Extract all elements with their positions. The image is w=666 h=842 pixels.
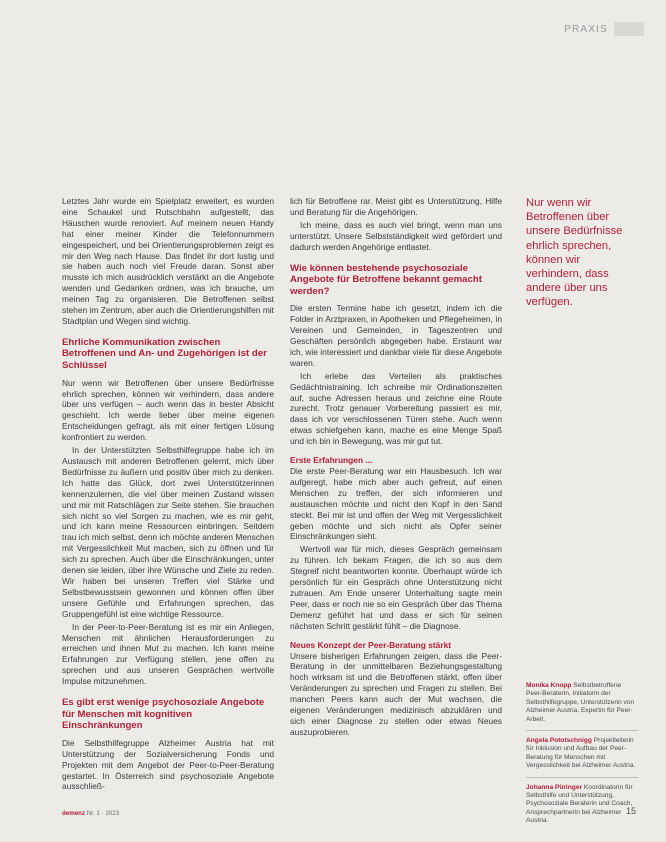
magazine-name: demenz: [62, 810, 86, 817]
author-name: Monika Knopp: [526, 682, 572, 689]
author-name: Angela Pototschnigg: [526, 737, 592, 745]
author-bio: Selbstbetroffene Peer-Beraterin, Initiatorin der Selbsthilfegruppe, Unterstützerin von Alzheimer Austria, Expertin für Peer-Arbeit.: [526, 682, 635, 723]
paragraph: lich für Betroffene rar. Meist gibt es Unterstützung, Hilfe und Beratung für die Angehörigen.: [290, 196, 502, 217]
author-name: Johanna Püringer: [526, 783, 583, 791]
section-label: PRAXIS: [564, 24, 608, 35]
column-middle: [290, 196, 502, 740]
pull-quote: Nur wenn wir Betroffenen über unsere Bedürfnisse ehrlich sprechen, können wir verhindern, dass andere über uns verfügen.: [526, 197, 623, 309]
paragraph: Ich meine, dass es auch viel bringt, wenn man uns unterstützt. Unsere Selbstständigkeit wird gefördert und dadurch werden Angehörige entlastet.: [290, 219, 502, 252]
page-number: 15: [625, 806, 636, 816]
author-info: [526, 682, 638, 832]
paragraph: In der Peer-to-Peer-Beratung ist es mir ein Anliegen, Menschen mit ähnlichen Herausforderungen zu erreichen und ihnen Mut zu machen. Ich kann meine Erfahrungen zur Verfügung stellen, jene offen zu sprechen und aus unseren Gesprächen wertvolle Impulse mitzunehmen.: [62, 621, 274, 687]
paragraph: Ich erlebe das Verteilen als praktisches Gedächtnistraining. Ich schreibe mir Ordinationszeiten auf, suche Adressen heraus und zeichne eine Route zurecht. Trotz genauer Vorbereitung passiert es mir, dass ich vor verschlossenen Türen stehe. Auch wenn etwas schiefgehen kann, mache es eine Menge Spaß und ich bin in Bewegung, was mir gut tut.: [290, 370, 502, 447]
subheading-psychosocial-offers: Es gibt erst wenige psychosoziale Angebote für Menschen mit kognitiven Einschränkungen: [62, 697, 265, 732]
subheading-first-experiences: Erste Erfahrungen ...: [290, 455, 373, 466]
header-tab: [614, 22, 644, 36]
footer-magazine: [62, 810, 119, 817]
column-left: [62, 196, 274, 794]
paragraph: Die ersten Termine habe ich gesetzt, indem ich die Folder in Arztpraxen, in Apotheken und Pflegeheimen, in Vereinen und Gemeinden, in Tageszentren und Geschäften persönlich abgegeben habe. Erstaunt war ich, wie interessiert und dankbar viele für diese Angebote waren.: [290, 303, 502, 368]
paragraph: Nur wenn wir Betroffenen über unsere Bedürfnisse ehrlich sprechen, können wir verhindern, dass andere über uns verfügen – auch wenn das in bester Absicht geschieht. Ich werde lieber über meine eigenen Entscheidungen gefragt, als mit einer fertigen Lösung konfrontiert zu werden.: [62, 377, 274, 443]
author-entry: [526, 682, 638, 724]
paragraph: Unsere bisherigen Erfahrungen zeigen, dass die Peer-Beratung in der unmittelbaren Beziehungsgestaltung hoch wirksam ist und die Betroffenen stärkt, offen über Veränderungen zu sprechen und Fragen zu stellen. Bei manchen Peers kann auch der Mut wachsen, die eigenen Veränderungen medizinisch abzuklären und sich einer Diagnose zu stellen oder etwas Neues auszuprobieren.: [290, 650, 502, 737]
subheading-new-concept: Neues Konzept der Peer-Beratung stärkt: [290, 639, 452, 650]
subheading-communication: Ehrliche Kommunikation zwischen Betroffenen und An- und Zugehörigen ist der Schlüssel: [62, 336, 267, 372]
issue-info: Nr. 1 · 2023: [86, 810, 120, 817]
author-entry: [526, 777, 638, 826]
intro-paragraph: Letztes Jahr wurde ein Spielplatz erweitert, es wurden eine Schaukel und Rutschbahn aufgestellt, das Häuschen wurde renoviert. Auf meinem neuen Handy hat einer meiner Kinder die Telefonnummern eingespeichert, und bei Orientierungsproblemen zeigt es mir den Weg nach Hause. Das findet ihr dort lustig und sie haben auch noch viel Freude daran. Sonst aber musste ich mich ausdrücklich verstärkt an die Angebote wenden und Gedanken ordnen, was ich brauche, um meinen Tag zu organisieren. Die Betroffenen selbst stehen im Zentrum, aber auch die Orientierungshilfen mit Stadtplan und Wegen sind wichtig.: [62, 196, 274, 326]
paragraph: Die erste Peer-Beratung war ein Hausbesuch. Ich war aufgeregt, habe mich aber auch gefreut, auf einen Menschen zu treffen, der sich informieren und austauschen möchte und nicht den Kopf in den Sand steckt. Bei mir ist und offen der Weg mit Vergesslichkeit geben möchte und sich nicht als Opfer seiner Einschränkungen sieht.: [290, 466, 502, 542]
paragraph: Wertvoll war für mich, dieses Gespräch gemeinsam zu führen. Ich bekam Fragen, die ich so aus dem Stegreif nicht beantworten konnte. Überhaupt würde ich persönlich für ein Gespräch ohne Unterstützung nicht zutrauen. Am Ende unserer Unterhaltung sagte mein Peer, dass er noch nie so ein Gespräch über das Thema Demenz geführt hat und dass er sich für seinen nächsten Schritt gestärkt fühlt – die Diagnose.: [290, 544, 502, 631]
author-entry: [526, 730, 638, 771]
paragraph: Die Selbsthilfegruppe Alzheimer Austria hat mit Unterstützung der Sozialversicherung Fonds und Projekten mit dem Angebot der Peer-to-Peer-Beratung gestartet. In Österreich sind psychosoziale Angebote ausschließ-: [62, 737, 274, 792]
subheading-promotion: Wie können bestehende psychosoziale Angebote für Betroffene bekannt gemacht werden?: [290, 262, 482, 297]
author-bio: Koordinatorin für Selbsthilfe und Unterstützung, Psychosoziale Beraterin und Coach, Ansprechpartnerin bei Alzheimer Austria.: [526, 783, 633, 825]
author-bio: Projektleiterin für Inklusion und Aufbau der Peer-Beratung für Menschen mit Vergesslichkeit bei Alzheimer Austria.: [526, 737, 636, 770]
column-right: [526, 196, 638, 310]
paragraph: In der Unterstützten Selbsthilfegruppe habe ich im Austausch mit anderen Betroffenen gelernt, mich über Bedürfnisse zu äußern und positiv über mich zu denken. Ich hatte das Glück, dort zwei Unterstützerinnen kennenzulernen, die viel über meinen Zustand wissen und mir mit Ratschlägen zur Seite stehen. Sie brauchen sich nicht so viel Sorgen zu machen, wie es mir geht, und ich kann meine Ressourcen einbringen. Seitdem trau ich mich selbst, denn ich möchte anderen Menschen mit Vergesslichkeit Mut machen, sich zu öffnen und für sich zu sprechen. Auch über die Einschränkungen, unter denen sie leiden, über ihre Wünsche und Ziele zu reden. Wir haben bei unseren Treffen viel Stärke und Selbstbewusstsein gewonnen und können offen über unsere Gefühle und Erfahrungen sprechen, das Gruppengefühl ist eine wichtige Ressource.: [62, 445, 274, 619]
